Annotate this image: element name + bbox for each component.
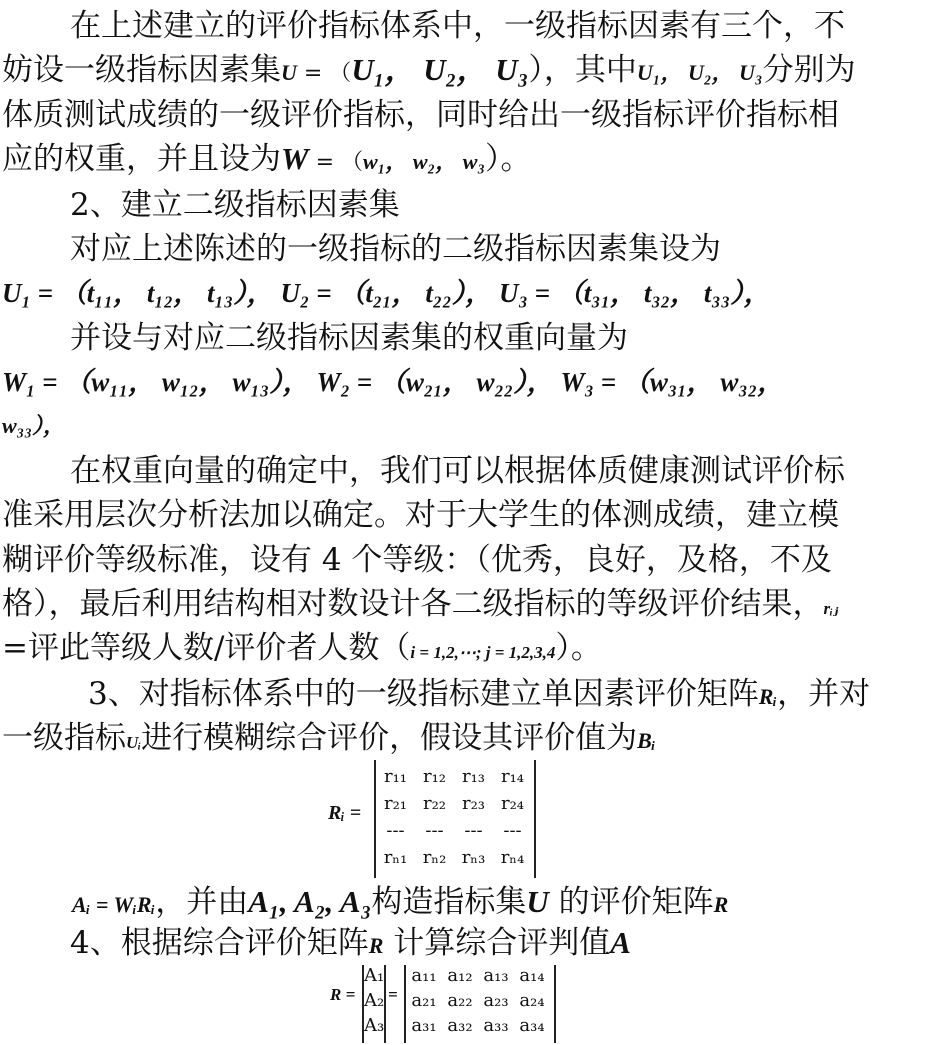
math-A: A <box>610 925 631 960</box>
math-R: R <box>713 892 729 917</box>
paragraph-line-14 <box>2 582 937 626</box>
matrix-cell: a₂₄ <box>519 990 545 1011</box>
matrix-cell: a₃₂ <box>447 1015 473 1036</box>
equals-sign: = <box>388 985 398 1004</box>
matrix-cell: --- <box>464 820 483 841</box>
text: =评此等级人数/评价者人数（ <box>2 630 411 666</box>
paragraph-line-12 <box>2 493 937 537</box>
matrix-cell: r₁₂ <box>422 766 447 787</box>
matrix-left-grid <box>364 965 385 1042</box>
text: = （ <box>308 150 363 175</box>
section-heading-2 <box>70 183 942 227</box>
text: 分别为 <box>762 52 856 88</box>
text: = （ <box>296 61 352 86</box>
paragraph-line-6 <box>70 227 942 271</box>
text: 应的权重，并且设为 <box>2 141 281 177</box>
math-W: W <box>281 141 309 176</box>
paragraph-line-1 <box>70 4 942 48</box>
text: 格），最后利用结构相对数设计各二级指标的等级评价结果， <box>2 586 824 622</box>
text: 计算综合评判值 <box>393 925 611 961</box>
matrix-cell: a₂₂ <box>447 990 473 1011</box>
matrix-label: R = <box>330 985 356 1004</box>
matrix-cell: r₂₄ <box>500 793 525 814</box>
paragraph-line-15 <box>2 626 937 670</box>
matrix-cell: r₁₄ <box>500 766 525 787</box>
paragraph-line-13 <box>2 538 937 582</box>
math-Bi: Bᵢ <box>637 728 656 753</box>
matrix-cell: A₂ <box>364 990 385 1011</box>
text: 进行模糊综合评价，假设其评价值为 <box>141 720 638 756</box>
math-U-set: U₁， U₂， U₃ <box>351 52 529 87</box>
matrix-cell: a₃₄ <box>519 1015 545 1036</box>
paragraph-line-8 <box>70 316 942 360</box>
formula-W-sets-cont <box>2 404 937 448</box>
math: U₁ = （t₁₁， t₁₂， t₁₃）， U₂ = （t₂₁， t₂₂）， U₃ = （t₃₁， t₃₂， t₃₃）， <box>2 278 771 308</box>
section-heading-3 <box>88 672 942 716</box>
math-rij: rᵢⱼ <box>823 599 839 618</box>
text: 的评价矩阵 <box>558 884 714 920</box>
matrix-cell: a₂₃ <box>483 990 509 1011</box>
text: ），其中 <box>528 52 637 88</box>
text: 构造指标集 <box>371 884 527 920</box>
text: 在权重向量的确定中，我们可以根据体质健康测试评价标 <box>70 453 845 489</box>
text: 在上述建立的评价指标体系中，一级指标因素有三个，不 <box>70 8 845 44</box>
text: 妨设一级指标因素集 <box>2 52 281 88</box>
paragraph-line-4 <box>2 137 937 181</box>
math-Ai-eq: Aᵢ = WᵢRᵢ <box>72 892 156 917</box>
math-Ui: Uᵢ <box>126 733 142 752</box>
text: ）。 <box>485 141 532 177</box>
text: 体质测试成绩的一级评价指标，同时给出一级指标评价指标相 <box>2 97 839 133</box>
math: W₁ = （w₁₁， w₁₂， w₁₃）， W₂ = （w₂₁， w₂₂）， W₃ = （w₃₁， w₃₂， <box>2 367 785 397</box>
text: ，并对 <box>777 676 871 712</box>
matrix-cell: r₂₃ <box>461 793 486 814</box>
math-A-list: A₁, A₂, A₃ <box>248 884 372 919</box>
math-w-set: w₁， w₂， w₃ <box>363 149 486 174</box>
matrix-cell: A₃ <box>364 1015 385 1036</box>
text: 3、对指标体系中的一级指标建立单因素评价矩阵 <box>88 676 759 712</box>
matrix-cell: a₁₃ <box>483 965 509 986</box>
matrix-cell: a₂₁ <box>411 990 437 1011</box>
matrix-grid <box>376 768 532 876</box>
paragraph-line-11 <box>70 449 942 493</box>
matrix-cell: r₂₂ <box>422 793 447 814</box>
text: ）。 <box>555 630 602 666</box>
section-heading-4 <box>70 921 942 965</box>
paragraph-line-2 <box>2 48 937 92</box>
math-R: R <box>368 933 384 958</box>
matrix-cell: a₁₂ <box>447 965 473 986</box>
matrix-cell: a₃₃ <box>483 1015 509 1036</box>
text: 准采用层次分析法加以确定。对于大学生的体测成绩，建立模 <box>2 497 839 533</box>
text: 对应上述陈述的一级指标的二级指标因素集设为 <box>70 231 721 267</box>
math-U: U <box>281 60 297 85</box>
math: w₃₃）， <box>2 413 66 438</box>
text: 一级指标 <box>2 720 126 756</box>
paragraph-line-17 <box>2 716 937 760</box>
matrix-cell: rₙ₄ <box>500 847 525 868</box>
matrix-cell: r₁₃ <box>461 766 486 787</box>
paragraph-line-3 <box>2 93 937 137</box>
matrix-label: Rᵢ = <box>328 802 362 824</box>
matrix-cell: --- <box>425 820 444 841</box>
text: ，并由 <box>155 884 249 920</box>
text: 糊评价等级标准，设有 4 个等级：（优秀，良好，及格，不及 <box>2 542 832 578</box>
math-U: U <box>526 884 549 919</box>
matrix-cell: --- <box>386 820 405 841</box>
text: 并设与对应二级指标因素集的权重向量为 <box>70 320 628 356</box>
matrix-cell: rₙ₃ <box>461 847 486 868</box>
matrix-cell: rₙ₁ <box>383 847 408 868</box>
math-Ri: Rᵢ <box>758 684 778 709</box>
matrix-cell: a₁₁ <box>411 965 437 986</box>
formula-line-18 <box>72 880 942 924</box>
matrix-right-grid <box>406 967 552 1042</box>
math-U-list: U₁， U₂， U₃ <box>636 60 763 85</box>
formula-W-sets <box>2 360 937 404</box>
matrix-cell: a₁₄ <box>519 965 545 986</box>
math-index-range: i = 1,2,⋯; j = 1,2,3,4 <box>410 643 556 662</box>
matrix-cell: r₂₁ <box>383 793 408 814</box>
matrix-cell: rₙ₂ <box>422 847 447 868</box>
matrix-cell: r₁₁ <box>383 766 408 787</box>
matrix-cell: a₃₁ <box>411 1015 437 1036</box>
text: 4、根据综合评价矩阵 <box>70 925 369 961</box>
matrix-cell: A₁ <box>364 965 385 986</box>
matrix-cell: --- <box>503 820 522 841</box>
text: 2、建立二级指标因素集 <box>70 187 400 223</box>
formula-U-sets <box>2 271 937 315</box>
